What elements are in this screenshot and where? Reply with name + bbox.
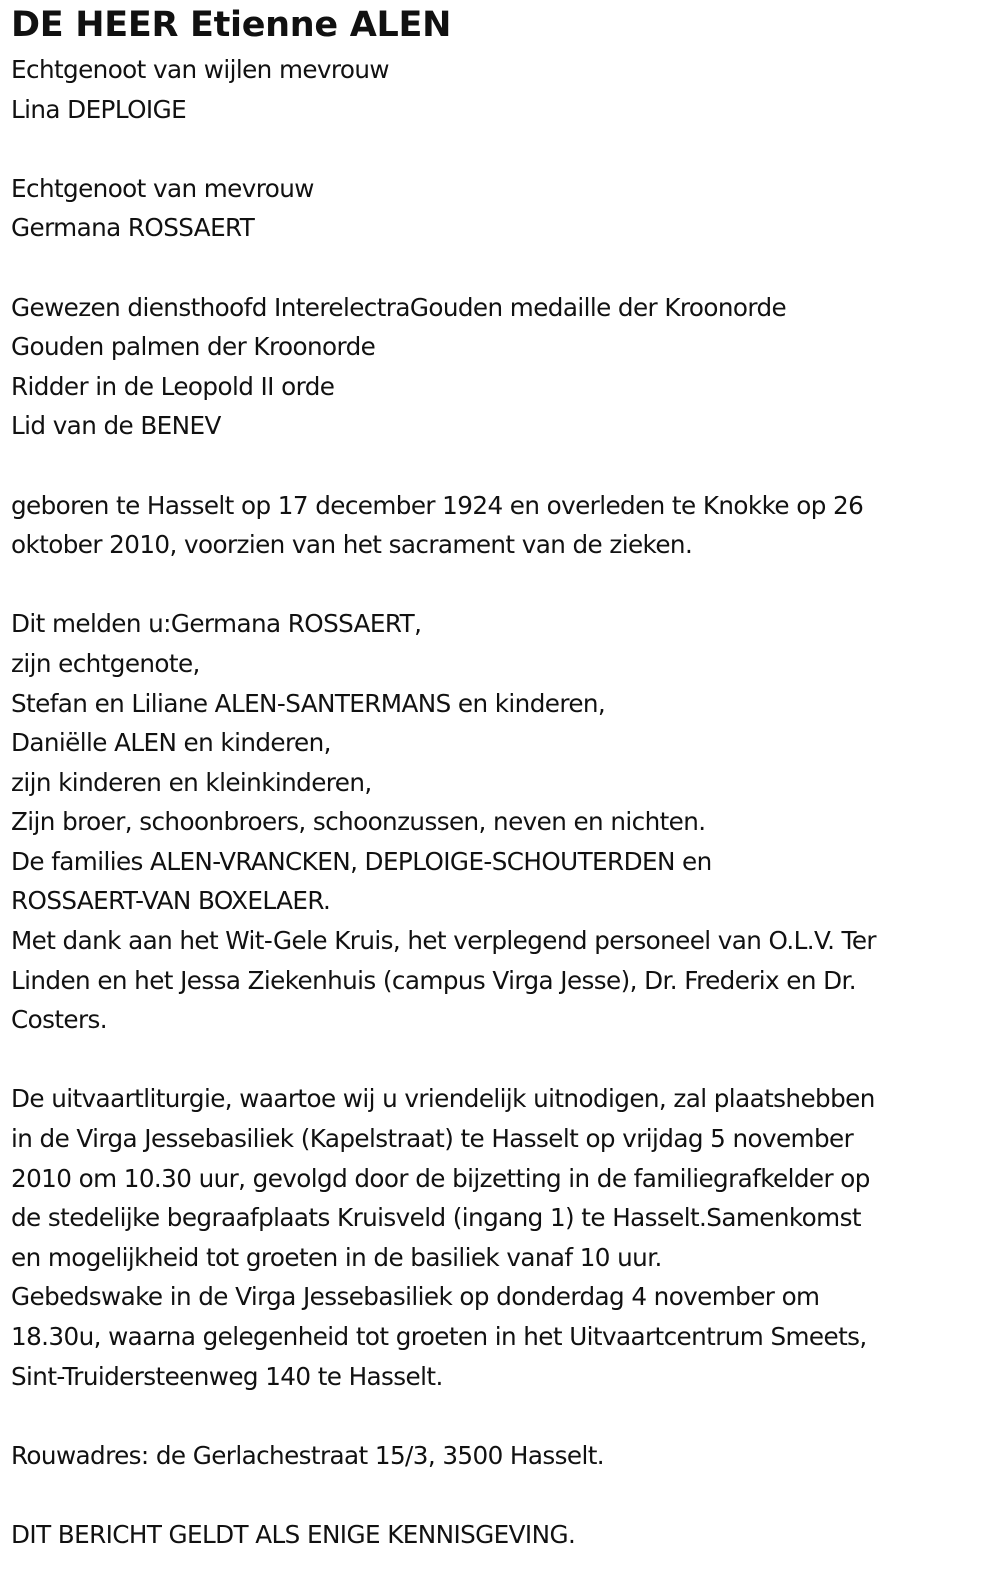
text-line: Dit melden u:Germana ROSSAERT, (11, 609, 422, 639)
text-line: Lid van de BENEV (11, 411, 221, 441)
text-line: oktober 2010, voorzien van het sacrament van de zieken. (11, 530, 693, 560)
birth-death-section (11, 486, 1000, 565)
text-line: Zijn broer, schoonbroers, schoonzussen, neven en nichten. (11, 807, 706, 837)
spacer (11, 1040, 1000, 1080)
text-line: 2010 om 10.30 uur, gevolgd door de bijzetting in de familiegrafkelder op (11, 1163, 870, 1193)
text-line: Daniëlle ALEN en kinderen, (11, 728, 331, 758)
spacer (11, 1475, 1000, 1515)
text-line: Rouwadres: de Gerlachestraat 15/3, 3500 Hasselt. (11, 1440, 605, 1470)
text-line: in de Virga Jessebasiliek (Kapelstraat) te Hasselt op vrijdag 5 november (11, 1124, 854, 1154)
text-line: Germana ROSSAERT (11, 213, 255, 243)
text-line: Gewezen diensthoofd InterelectraGouden medaille der Kroonorde (11, 292, 787, 322)
text-line: Stefan en Liliane ALEN-SANTERMANS en kinderen, (11, 688, 606, 718)
text-line: Echtgenoot van mevrouw (11, 173, 314, 203)
text-line: Ridder in de Leopold II orde (11, 371, 335, 401)
spacer (11, 129, 1000, 169)
text-line: Linden en het Jessa Ziekenhuis (campus Virga Jesse), Dr. Frederix en Dr. (11, 965, 857, 995)
page-title: DE HEER Etienne ALEN (11, 5, 452, 45)
spacer (11, 248, 1000, 288)
text-line: de stedelijke begraafplaats Kruisveld (ingang 1) te Hasselt.Samenkomst (11, 1203, 861, 1233)
honors-section (11, 288, 1000, 446)
spacer (11, 446, 1000, 486)
text-line: Echtgenoot van wijlen mevrouw (11, 55, 390, 84)
funeral-section (11, 1079, 1000, 1396)
text-line: DIT BERICHT GELDT ALS ENIGE KENNISGEVING. (11, 1519, 576, 1549)
text-line: De uitvaartliturgie, waartoe wij u vriendelijk uitnodigen, zal plaatshebben (11, 1084, 875, 1114)
text-line: Met dank aan het Wit-Gele Kruis, het verplegend personeel van O.L.V. Ter (11, 926, 876, 956)
late-spouse-section (11, 50, 1000, 129)
text-line: geboren te Hasselt op 17 december 1924 en overleden te Knokke op 26 (11, 490, 864, 520)
text-line: ROSSAERT-VAN BOXELAER. (11, 886, 331, 916)
text-line: zijn echtgenote, (11, 648, 200, 678)
text-line: Gebedswake in de Virga Jessebasiliek op donderdag 4 november om (11, 1282, 820, 1312)
text-line: Gouden palmen der Kroonorde (11, 332, 376, 362)
text-line: 18.30u, waarna gelegenheid tot groeten in het Uitvaartcentrum Smeets, (11, 1322, 867, 1351)
address-section (11, 1436, 1000, 1476)
text-line: Lina DEPLOIGE (11, 94, 187, 124)
notice-section (11, 1515, 1000, 1555)
text-line: De families ALEN-VRANCKEN, DEPLOIGE-SCHOUTERDEN en (11, 846, 712, 876)
spacer (11, 565, 1000, 605)
text-line: en mogelijkheid tot groeten in de basiliek vanaf 10 uur. (11, 1242, 662, 1272)
spouse-section (11, 169, 1000, 248)
spacer (11, 1396, 1000, 1436)
text-line: Sint-Truidersteenweg 140 te Hasselt. (11, 1361, 443, 1391)
text-line: Costers. (11, 1005, 108, 1035)
text-line: zijn kinderen en kleinkinderen, (11, 767, 372, 797)
announcers-section (11, 604, 1000, 1040)
